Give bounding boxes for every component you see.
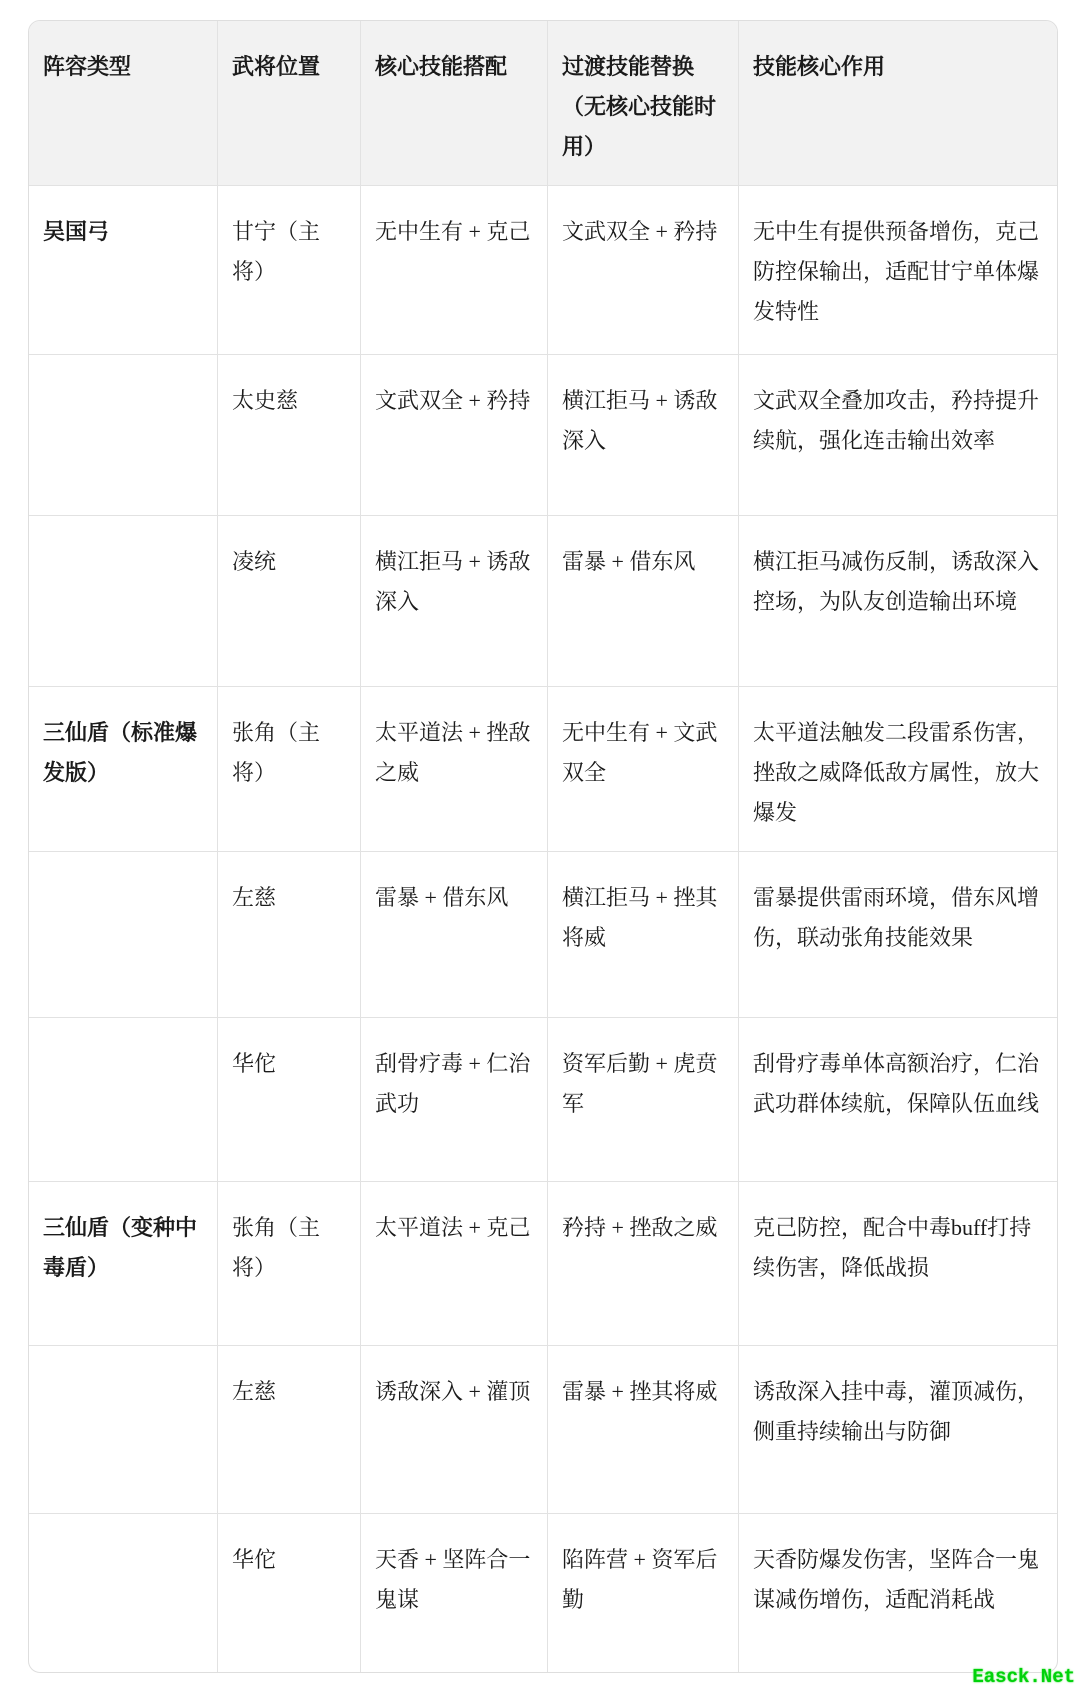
table-header-row	[29, 21, 1057, 185]
core-skills-cell: 横江拒马 + 诱敌深入	[360, 516, 547, 686]
skill-effect-cell: 诱敌深入挂中毒，灌顶减伤，侧重持续输出与防御	[738, 1346, 1057, 1513]
transition-skills-cell: 矜持 + 挫敌之威	[547, 1182, 738, 1345]
core-skills-cell: 太平道法 + 克己	[360, 1182, 547, 1345]
core-skills-cell: 天香 + 坚阵合一鬼谋	[360, 1514, 547, 1672]
core-skills-cell: 雷暴 + 借东风	[360, 852, 547, 1017]
lineup-type-cell	[29, 355, 217, 515]
table-row	[29, 1017, 1057, 1181]
site-watermark: Easck.Net	[972, 1666, 1075, 1688]
table-row	[29, 515, 1057, 686]
table-row	[29, 1513, 1057, 1672]
general-cell: 甘宁（主将）	[217, 186, 360, 354]
general-cell: 太史慈	[217, 355, 360, 515]
transition-skills-cell: 横江拒马 + 挫其将威	[547, 852, 738, 1017]
table-row	[29, 686, 1057, 851]
skill-effect-cell: 无中生有提供预备增伤，克己防控保输出，适配甘宁单体爆发特性	[738, 186, 1057, 354]
core-skills-cell: 太平道法 + 挫敌之威	[360, 687, 547, 851]
lineup-type-cell	[29, 852, 217, 1017]
skill-effect-cell: 克己防控，配合中毒buff打持续伤害，降低战损	[738, 1182, 1057, 1345]
table-row	[29, 1345, 1057, 1513]
lineup-type-cell	[29, 516, 217, 686]
skill-effect-cell: 天香防爆发伤害，坚阵合一鬼谋减伤增伤，适配消耗战	[738, 1514, 1057, 1672]
table-row	[29, 851, 1057, 1017]
skill-effect-cell: 雷暴提供雷雨环境，借东风增伤，联动张角技能效果	[738, 852, 1057, 1017]
transition-skills-cell: 文武双全 + 矜持	[547, 186, 738, 354]
core-skills-cell: 文武双全 + 矜持	[360, 355, 547, 515]
general-cell: 凌统	[217, 516, 360, 686]
table-row	[29, 354, 1057, 515]
skill-effect-cell: 文武双全叠加攻击，矜持提升续航，强化连击输出效率	[738, 355, 1057, 515]
header-general-position: 武将位置	[217, 21, 360, 185]
table-row	[29, 185, 1057, 354]
general-cell: 左慈	[217, 1346, 360, 1513]
general-cell: 张角（主将）	[217, 1182, 360, 1345]
skill-effect-cell: 太平道法触发二段雷系伤害，挫敌之威降低敌方属性，放大爆发	[738, 687, 1057, 851]
general-cell: 左慈	[217, 852, 360, 1017]
skill-effect-cell: 横江拒马减伤反制，诱敌深入控场，为队友创造输出环境	[738, 516, 1057, 686]
lineup-type-cell	[29, 1514, 217, 1672]
header-lineup-type: 阵容类型	[29, 21, 217, 185]
core-skills-cell: 无中生有 + 克己	[360, 186, 547, 354]
core-skills-cell: 诱敌深入 + 灌顶	[360, 1346, 547, 1513]
general-cell: 华佗	[217, 1018, 360, 1181]
lineup-type-cell: 三仙盾（标准爆发版）	[43, 720, 198, 785]
lineup-type-cell	[29, 1018, 217, 1181]
general-cell: 华佗	[217, 1514, 360, 1672]
header-skill-effect: 技能核心作用	[738, 21, 1057, 185]
lineup-type-cell: 三仙盾（变种中毒盾）	[43, 1215, 198, 1280]
general-cell: 张角（主将）	[217, 687, 360, 851]
lineup-type-cell: 吴国弓	[43, 219, 110, 244]
table-row	[29, 1181, 1057, 1345]
skill-effect-cell: 刮骨疗毒单体高额治疗，仁治武功群体续航，保障队伍血线	[738, 1018, 1057, 1181]
transition-skills-cell: 无中生有 + 文武双全	[547, 687, 738, 851]
transition-skills-cell: 陷阵营 + 资军后勤	[547, 1514, 738, 1672]
lineup-type-cell	[29, 1346, 217, 1513]
header-transition-skills: 过渡技能替换（无核心技能时用）	[547, 21, 738, 185]
transition-skills-cell: 雷暴 + 挫其将威	[547, 1346, 738, 1513]
transition-skills-cell: 横江拒马 + 诱敌深入	[547, 355, 738, 515]
header-core-skills: 核心技能搭配	[360, 21, 547, 185]
core-skills-cell: 刮骨疗毒 + 仁治武功	[360, 1018, 547, 1181]
transition-skills-cell: 资军后勤 + 虎贲军	[547, 1018, 738, 1181]
transition-skills-cell: 雷暴 + 借东风	[547, 516, 738, 686]
lineup-skill-table	[28, 20, 1058, 1673]
